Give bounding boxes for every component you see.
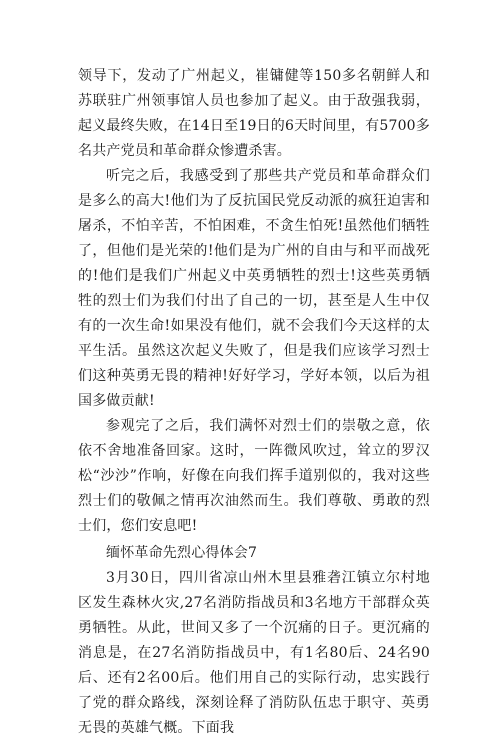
section-heading: 缅怀革命先烈心得体会7 — [106, 545, 258, 561]
paragraph-reflection: 听完之后，我感受到了那些共产党员和革命群众们是多么的高大!他们为了反抗国民党反动派的疯狂迫害和屠杀，不怕辛苦，不怕困难，不贪生怕死!虽然他们牺牲了，但他们是光荣的!他们是为广州的自由与和平而战死的!他们是我们广州起义中英勇牺牲的烈士!这些英勇牺牲的烈士们为我们付出了自己的一切，甚至是人生中仅有的一次生命!如果没有他们，就不会我们今天这样的太平生活。虽然这次起义失败了，但是我们应该学习烈士们这种英勇无畏的精神!好好学习，学好本领，以后为祖国多做贡献! — [78, 168, 430, 409]
paragraph-uprising-history: 领导下，发动了广州起义，崔镛健等150多名朝鲜人和苏联驻广州领事馆人员也参加了起义。由于敌强我弱，起义最终失败，在14日至19日的6天时间里，有5700多名共产党员和革命群众惨遭杀害。 — [78, 68, 430, 159]
document-body — [78, 64, 430, 741]
paragraph-muli-fire: 3月30日，四川省凉山州木里县雅砻江镇立尔村地区发生森林火灾,27名消防指战员和3名地方干部群众英勇牺牲。从此，世间又多了一个沉痛的日子。更沉痛的消息是，在27名消防指战员中，有1名80后、24名90后、还有2名00后。他们用自己的实际行动，忠实践行了党的群众路线，深刻诠释了消防队伍忠于职守、英勇无畏的英雄气概。下面我 — [78, 570, 430, 736]
paragraph-after-visit: 参观完了之后，我们满怀对烈士们的崇敬之意，依依不舍地准备回家。这时，一阵微风吹过，耸立的罗汉松“沙沙”作响，好像在向我们挥手道别似的，我对这些烈士们的敬佩之情再次油然而生。我们尊敬、勇敢的烈士们，您们安息吧! — [78, 418, 430, 534]
